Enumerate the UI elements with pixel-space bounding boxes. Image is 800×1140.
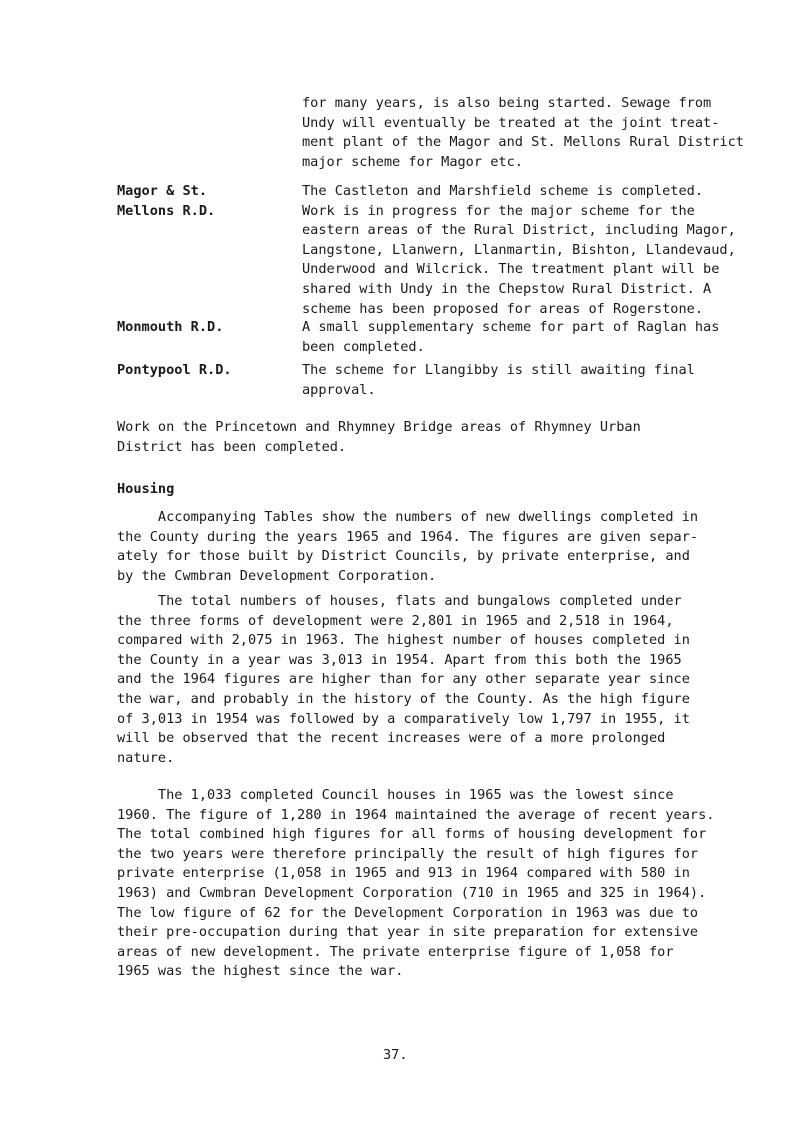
district-text-line: been completed. bbox=[302, 338, 425, 355]
district-label-line: Magor & St. bbox=[117, 183, 208, 199]
intro-paragraph bbox=[302, 94, 772, 172]
district-text-line: shared with Undy in the Chepstow Rural District. A bbox=[302, 280, 712, 297]
housing-line: private enterprise (1,058 in 1965 and 913 in 1964 compared with 580 in bbox=[117, 865, 690, 882]
district-text-line: Underwood and Wilcrick. The treatment plant will be bbox=[302, 261, 720, 278]
housing-line: ately for those built by District Councils, by private enterprise, and bbox=[117, 548, 690, 565]
housing-line: The low figure of 62 for the Development Corporation in 1963 was due to bbox=[117, 904, 699, 921]
housing-line: areas of new development. The private enterprise figure of 1,058 for bbox=[117, 943, 674, 960]
district-text-magor bbox=[302, 182, 772, 319]
district-text-line: A small supplementary scheme for part of Raglan has bbox=[302, 319, 720, 335]
housing-line: compared with 2,075 in 1963. The highest number of houses completed in bbox=[117, 632, 690, 649]
district-label-pontypool bbox=[117, 361, 232, 381]
housing-paragraph-2 bbox=[117, 592, 777, 768]
district-text-line: approval. bbox=[302, 381, 376, 398]
housing-line: 1965 was the highest since the war. bbox=[117, 963, 404, 980]
intro-line: for many years, is also being started. Sewage from bbox=[302, 95, 712, 111]
district-text-line: scheme has been proposed for areas of Rogerstone. bbox=[302, 300, 704, 317]
princetown-paragraph bbox=[117, 418, 777, 457]
housing-line: the County in a year was 3,013 in 1954. Apart from this both the 1965 bbox=[117, 651, 682, 668]
housing-line: the three forms of development were 2,801 in 1965 and 2,518 in 1964, bbox=[117, 612, 674, 629]
district-label-line: Mellons R.D. bbox=[117, 202, 216, 219]
housing-line: The total combined high figures for all forms of housing development for bbox=[117, 826, 707, 843]
district-text-line: The Castleton and Marshfield scheme is completed. bbox=[302, 183, 704, 199]
housing-line: the two years were therefore principally the result of high figures for bbox=[117, 845, 699, 862]
housing-paragraph-1 bbox=[117, 508, 777, 586]
housing-line: and the 1964 figures are higher than for any other separate year since bbox=[117, 671, 690, 688]
intro-line: Undy will eventually be treated at the joint treat- bbox=[302, 114, 720, 131]
district-label-magor bbox=[117, 182, 215, 221]
housing-line: will be observed that the recent increases were of a more prolonged bbox=[117, 730, 666, 747]
intro-line: ment plant of the Magor and St. Mellons Rural District bbox=[302, 134, 744, 151]
housing-line: the County during the years 1965 and 1964. The figures are given separ- bbox=[117, 528, 699, 545]
district-label-line: Monmouth R.D. bbox=[117, 319, 224, 335]
housing-line: 1960. The figure of 1,280 in 1964 maintained the average of recent years. bbox=[117, 806, 715, 823]
housing-line: The 1,033 completed Council houses in 1965 was the lowest since bbox=[117, 787, 674, 803]
housing-line: nature. bbox=[117, 749, 175, 766]
district-text-line: The scheme for Llangibby is still awaiting final bbox=[302, 362, 695, 378]
princetown-line: Work on the Princetown and Rhymney Bridge areas of Rhymney Urban bbox=[117, 419, 641, 435]
district-label-monmouth bbox=[117, 318, 223, 338]
district-text-line: Langstone, Llanwern, Llanmartin, Bishton, Llandevaud, bbox=[302, 241, 736, 258]
housing-line: Accompanying Tables show the numbers of new dwellings completed in bbox=[117, 509, 699, 525]
district-text-monmouth bbox=[302, 318, 772, 357]
intro-line: major scheme for Magor etc. bbox=[302, 153, 523, 170]
district-text-line: Work is in progress for the major scheme for the bbox=[302, 202, 695, 219]
housing-line: by the Cwmbran Development Corporation. bbox=[117, 567, 437, 584]
district-label-line: Pontypool R.D. bbox=[117, 362, 232, 378]
district-text-pontypool bbox=[302, 361, 772, 400]
princetown-line: District has been completed. bbox=[117, 438, 347, 455]
housing-line: of 3,013 in 1954 was followed by a comparatively low 1,797 in 1955, it bbox=[117, 710, 690, 727]
housing-line: The total numbers of houses, flats and bungalows completed under bbox=[117, 593, 682, 609]
page-number: 37. bbox=[383, 1047, 408, 1063]
housing-heading: Housing bbox=[117, 481, 175, 497]
housing-line: their pre-occupation during that year in site preparation for extensive bbox=[117, 924, 699, 941]
housing-paragraph-3 bbox=[117, 786, 777, 982]
district-text-line: eastern areas of the Rural District, including Magor, bbox=[302, 222, 736, 239]
housing-line: the war, and probably in the history of the County. As the high figure bbox=[117, 690, 690, 707]
housing-line: 1963) and Cwmbran Development Corporation (710 in 1965 and 325 in 1964). bbox=[117, 884, 707, 901]
